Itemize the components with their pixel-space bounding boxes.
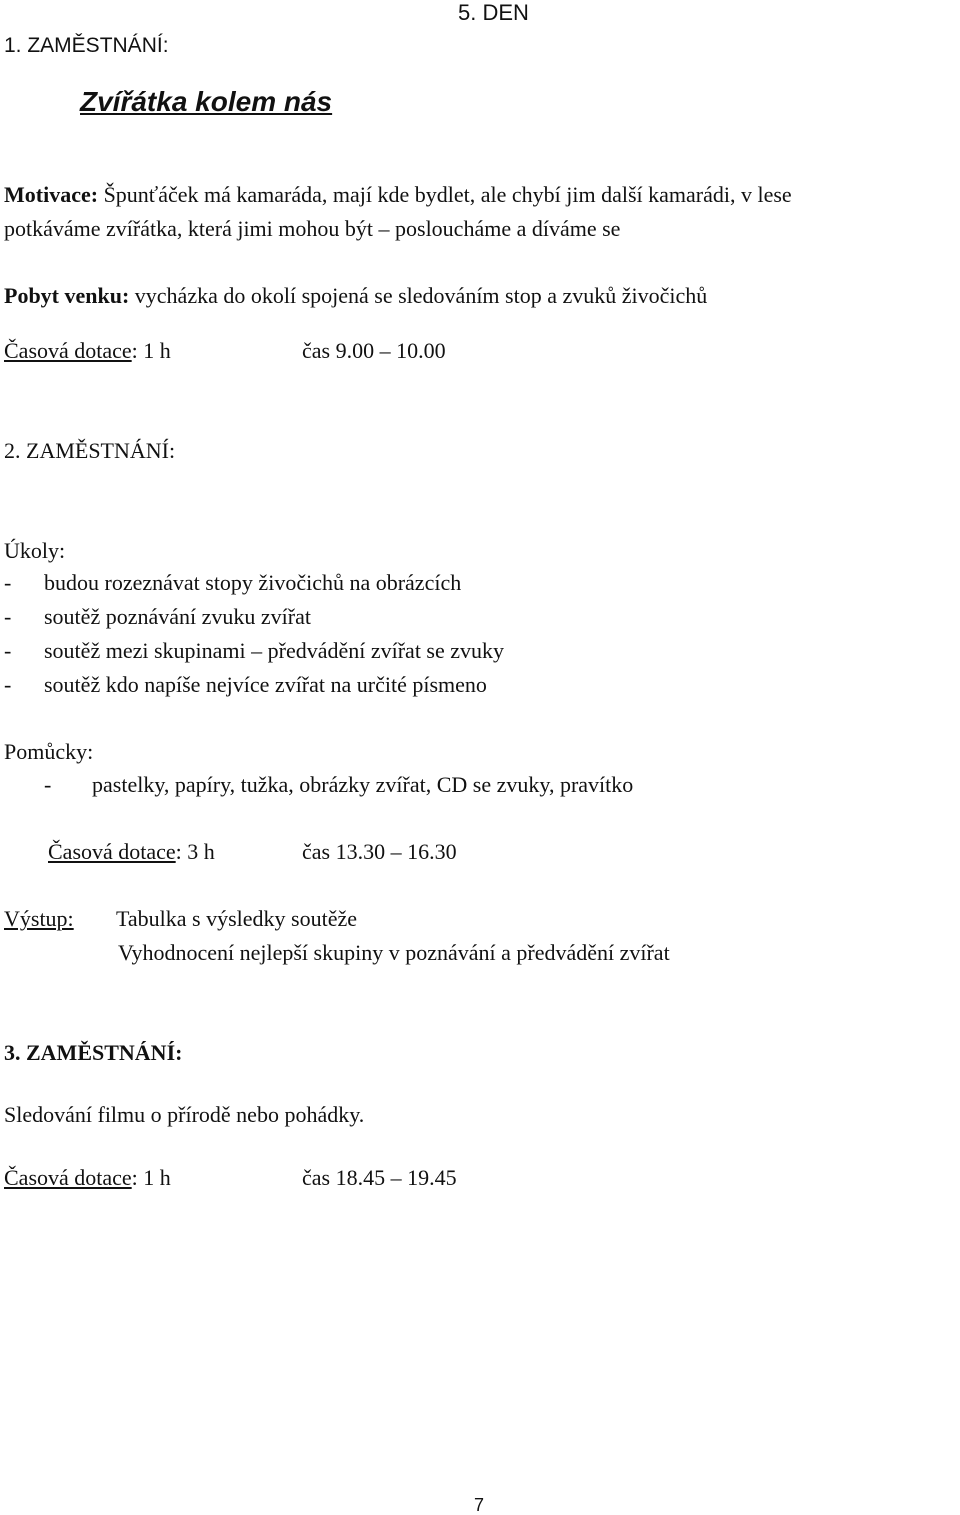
page-number: 7 xyxy=(474,1495,485,1515)
pobyt-text: vycházka do okolí spojená se sledováním stop a zvuků živočichů xyxy=(129,283,708,308)
motivace-text-1: Špunťáček má kamaráda, mají kde bydlet, ale chybí jim další kamarádi, v lese xyxy=(98,182,792,207)
section-heading-2: 2. ZAMĚSTNÁNÍ: xyxy=(4,438,176,463)
dotace-line-3 xyxy=(4,1167,171,1189)
section-heading-1: 1. ZAMĚSTNÁNÍ: xyxy=(4,34,169,57)
cas-3: čas 18.45 – 19.45 xyxy=(302,1165,457,1190)
dotace-value: : 3 h xyxy=(175,839,215,864)
dotace-label: Časová dotace xyxy=(4,1165,132,1190)
dotace-value: : 1 h xyxy=(131,1165,171,1190)
list-item: - soutěž mezi skupinami – předvádění zvířat se zvuky xyxy=(4,638,505,663)
pobyt-label: Pobyt venku: xyxy=(4,283,130,308)
dotace-line-2 xyxy=(48,841,215,863)
section-heading-3: 3. ZAMĚSTNÁNÍ: xyxy=(4,1040,183,1065)
vystup-text-2: Vyhodnocení nejlepší skupiny v poznávání a předvádění zvířat xyxy=(118,940,670,965)
motivace-line-1 xyxy=(4,184,792,206)
day-label: 5. DEN xyxy=(458,0,529,25)
motivace-label: Motivace: xyxy=(4,182,99,207)
page-title: Zvířátka kolem nás xyxy=(80,86,333,117)
pomucky-label: Pomůcky: xyxy=(4,739,94,764)
list-item: - soutěž kdo napíše nejvíce zvířat na určité písmeno xyxy=(4,672,487,697)
pomucky-item: - pastelky, papíry, tužka, obrázky zvířat, CD se zvuky, pravítko xyxy=(44,772,634,797)
ukoly-label: Úkoly: xyxy=(4,538,66,563)
session3-text: Sledování filmu o přírodě nebo pohádky. xyxy=(4,1102,365,1127)
dotace-label: Časová dotace xyxy=(48,839,176,864)
vystup-text-1: Tabulka s výsledky soutěže xyxy=(116,906,358,931)
dotace-line-1 xyxy=(4,340,171,362)
dotace-label: Časová dotace xyxy=(4,338,132,363)
motivace-text-2: potkáváme zvířátka, která jimi mohou být – posloucháme a díváme se xyxy=(4,216,621,241)
list-item: - soutěž poznávání zvuku zvířat xyxy=(4,604,311,629)
list-item: - budou rozeznávat stopy živočichů na obrázcích xyxy=(4,570,462,595)
dotace-value: : 1 h xyxy=(131,338,171,363)
cas-2: čas 13.30 – 16.30 xyxy=(302,839,457,864)
cas-1: čas 9.00 – 10.00 xyxy=(302,338,446,363)
vystup-label: Výstup: xyxy=(4,906,74,931)
pobyt-line xyxy=(4,285,707,307)
